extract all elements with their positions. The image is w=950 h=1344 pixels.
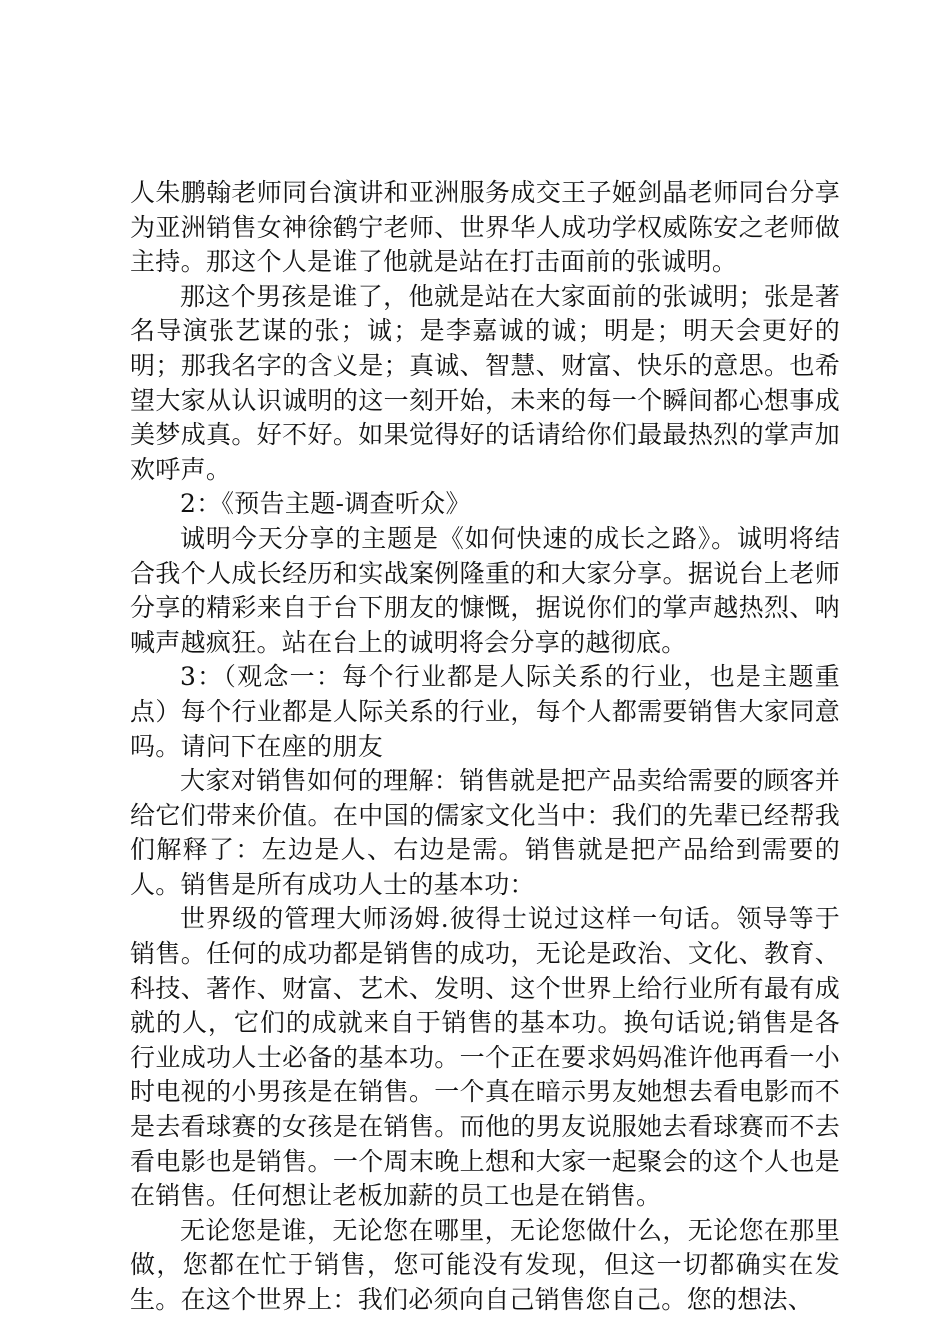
section-heading-3: 3：（观念一：每个行业都是人际关系的行业，也是主题重点）每个行业都是人际关系的行业，每个人都需要销售大家同意吗。请问下在座的朋友 — [130, 662, 840, 761]
document-body — [130, 176, 840, 1318]
paragraph-self-introduction: 那这个男孩是谁了，他就是站在大家面前的张诚明；张是著名导演张艺谋的张；诚；是李嘉诚的诚；明是；明天会更好的明；那我名字的含义是；真诚、智慧、财富、快乐的意思。也希望大家从认识诚明的这一刻开始，未来的每一个瞬间都心想事成美梦成真。好不好。如果觉得好的话请给你们最最热烈的掌声加欢呼声。 — [130, 281, 840, 484]
section-heading-2: 2：《预告主题-调查听众》 — [180, 489, 471, 519]
paragraph-sales-definition: 大家对销售如何的理解：销售就是把产品卖给需要的顾客并给它们带来价值。在中国的儒家文化当中：我们的先辈已经帮我们解释了：左边是人、右边是需。销售就是把产品给到需要的人。销售是所有成功人士的基本功： — [130, 766, 840, 899]
paragraph-topic: 诚明今天分享的主题是《如何快速的成长之路》。诚明将结合我个人成长经历和实战案例隆重的和大家分享。据说台上老师分享的精彩来自于台下朋友的慷慨，据说你们的掌声越热烈、呐喊声越疯狂。站在台上的诚明将会分享的越彻底。 — [130, 523, 840, 657]
paragraph-continuation: 人朱鹏翰老师同台演讲和亚洲服务成交王子姬剑晶老师同台分享为亚洲销售女神徐鹤宁老师、世界华人成功学权威陈安之老师做主持。那这个人是谁了他就是站在打击面前的张诚明。 — [130, 178, 840, 277]
paragraph-sell-yourself: 无论您是谁，无论您在哪里，无论您做什么，无论您在那里做，您都在忙于销售，您可能没有发现，但这一切都确实在发生。在这个世界上：我们必须向自己销售您自己。您的想法、 — [130, 1215, 840, 1314]
paragraph-sales-examples: 世界级的管理大师汤姆.彼得士说过这样一句话。领导等于销售。任何的成功都是销售的成功，无论是政治、文化、教育、科技、著作、财富、艺术、发明、这个世界上给行业所有最有成就的人，它们的成就来自于销售的基本功。换句话说;销售是各行业成功人士必备的基本功。一个正在要求妈妈准许他再看一小时电视的小男孩是在销售。一个真在暗示男友她想去看电影而不是去看球赛的女孩是在销售。而他的男友说服她去看球赛而不去看电影也是销售。一个周末晚上想和大家一起聚会的这个人也是在销售。任何想让老板加薪的员工也是在销售。 — [130, 904, 840, 1211]
